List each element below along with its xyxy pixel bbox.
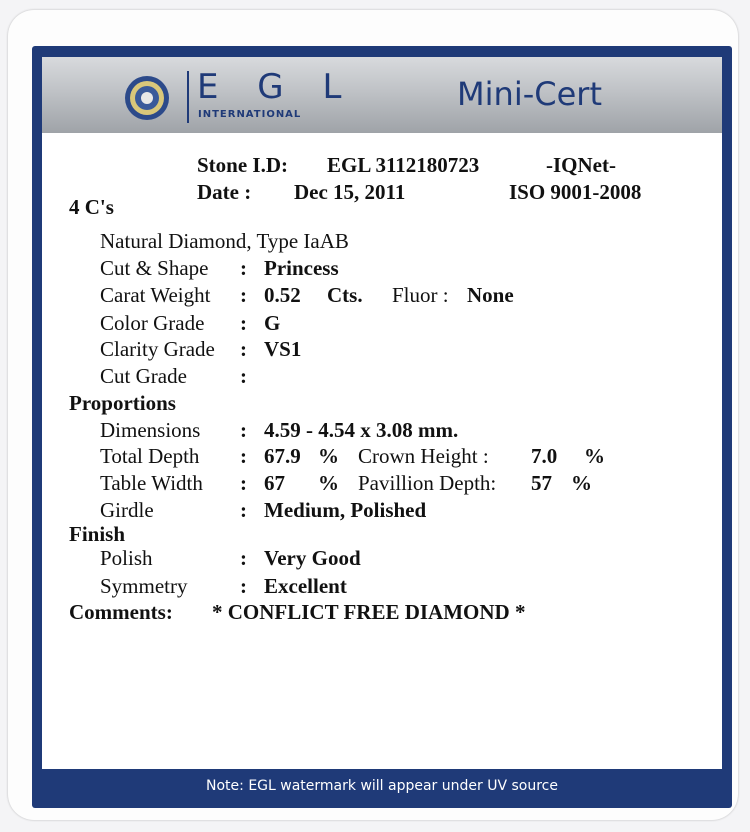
clarity-grade-label: Clarity Grade [100, 337, 215, 361]
table-width-value: 67 [264, 471, 285, 495]
certificate-frame [32, 46, 732, 808]
fluor-value: None [467, 283, 514, 307]
certificate-header [42, 57, 722, 133]
symmetry-label: Symmetry [100, 574, 188, 598]
logo-divider [187, 71, 189, 123]
uv-watermark-note: Note: EGL watermark will appear under UV source [206, 778, 558, 794]
colon: : [240, 337, 247, 361]
iqnet-label: -IQNet- [546, 153, 616, 177]
colon: : [240, 311, 247, 335]
comments-label: Comments: [69, 600, 173, 624]
crown-height-label: Crown Height : [358, 444, 489, 468]
colon: : [240, 498, 247, 522]
egl-logo-subtitle: INTERNATIONAL [198, 109, 302, 120]
egl-seal-icon [124, 75, 170, 121]
colon: : [240, 256, 247, 280]
certificate-body [42, 133, 722, 769]
color-grade-label: Color Grade [100, 311, 205, 335]
comments-value: * CONFLICT FREE DIAMOND * [212, 600, 526, 624]
finish-heading: Finish [69, 522, 126, 546]
percent-sign: % [571, 471, 592, 495]
colon: : [240, 418, 247, 442]
total-depth-value: 67.9 [264, 444, 301, 468]
four-cs-heading: 4 C's [69, 195, 114, 219]
stone-id-value: EGL 3112180723 [327, 153, 480, 177]
carat-unit: Cts. [327, 283, 363, 307]
colon: : [240, 444, 247, 468]
natural-diamond-type: Natural Diamond, Type IaAB [100, 229, 349, 253]
colon: : [240, 546, 247, 570]
dimensions-value: 4.59 - 4.54 x 3.08 mm. [264, 418, 459, 442]
date-value: Dec 15, 2011 [294, 180, 406, 204]
pavilion-depth-value: 57 [531, 471, 552, 495]
proportions-heading: Proportions [69, 391, 176, 415]
colon: : [240, 471, 247, 495]
date-label: Date : [197, 180, 252, 204]
polish-value: Very Good [264, 546, 361, 570]
total-depth-label: Total Depth [100, 444, 200, 468]
carat-weight-label: Carat Weight [100, 283, 211, 307]
cut-shape-label: Cut & Shape [100, 256, 209, 280]
percent-sign: % [584, 444, 605, 468]
certificate-card [8, 10, 738, 820]
colon: : [240, 574, 247, 598]
girdle-value: Medium, Polished [264, 498, 427, 522]
colon: : [240, 364, 247, 388]
cut-grade-label: Cut Grade [100, 364, 187, 388]
fluor-label: Fluor : [392, 283, 449, 307]
stone-id-label: Stone I.D: [197, 153, 289, 177]
iso-label: ISO 9001-2008 [509, 180, 642, 204]
egl-logo-text: E G L [197, 67, 356, 107]
cut-shape-value: Princess [264, 256, 339, 280]
color-grade-value: G [264, 311, 281, 335]
colon: : [240, 283, 247, 307]
pavilion-depth-label: Pavillion Depth: [358, 471, 497, 495]
dimensions-label: Dimensions [100, 418, 201, 442]
crown-height-value: 7.0 [531, 444, 558, 468]
percent-sign: % [318, 471, 339, 495]
percent-sign: % [318, 444, 339, 468]
polish-label: Polish [100, 546, 153, 570]
mini-cert-title: Mini-Cert [457, 75, 602, 113]
carat-weight-value: 0.52 [264, 283, 301, 307]
clarity-grade-value: VS1 [264, 337, 302, 361]
symmetry-value: Excellent [264, 574, 347, 598]
table-width-label: Table Width [100, 471, 203, 495]
girdle-label: Girdle [100, 498, 154, 522]
